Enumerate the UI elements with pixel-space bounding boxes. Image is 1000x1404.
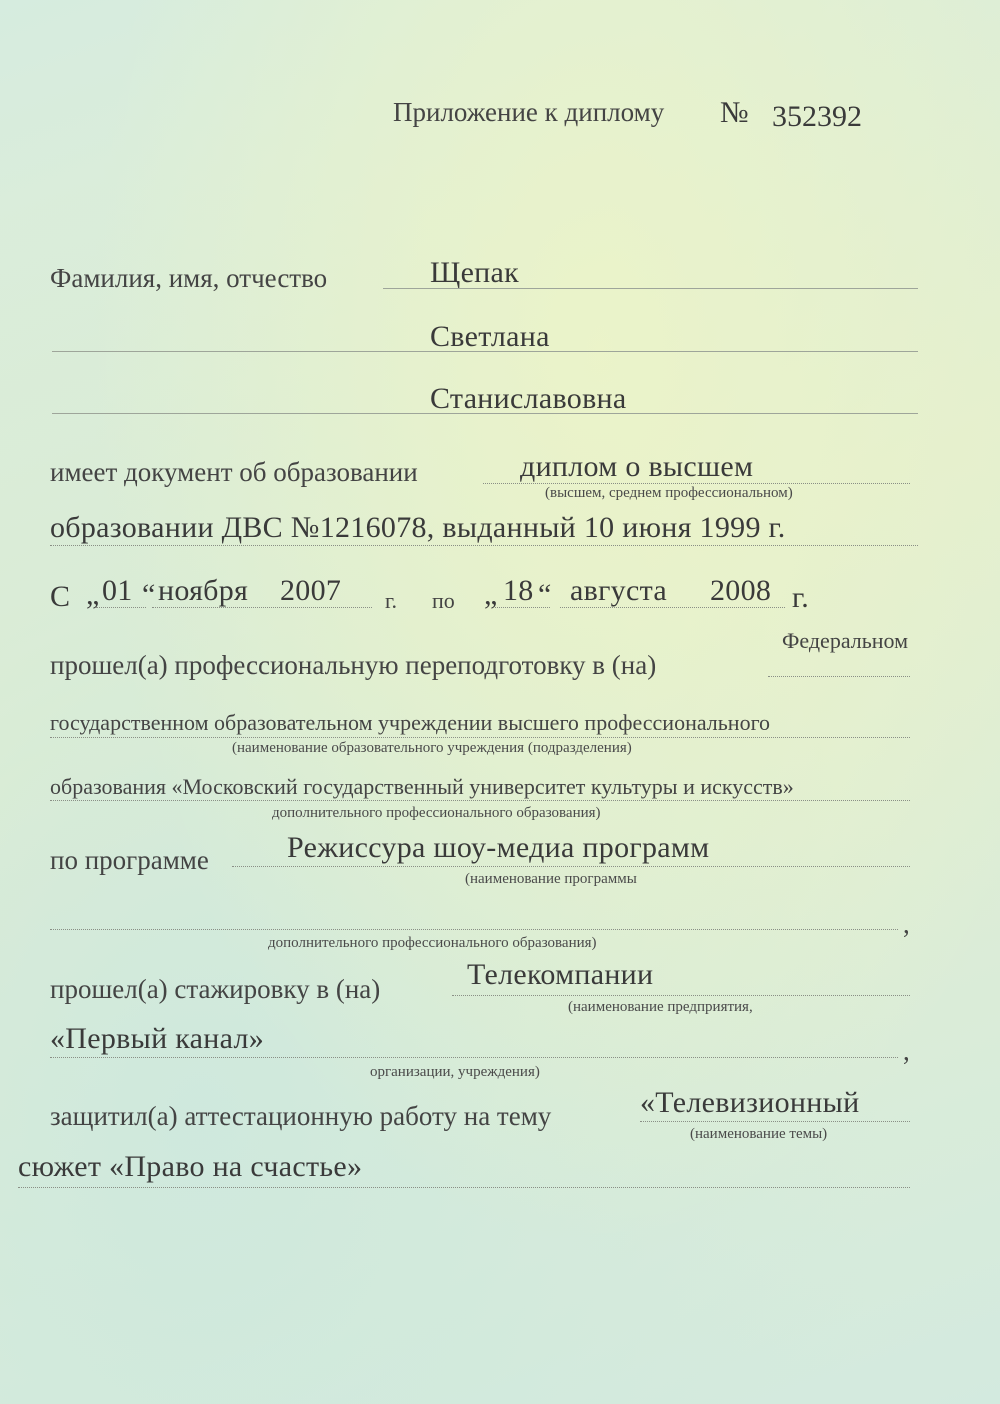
period-day-to: 18 bbox=[503, 574, 534, 607]
retraining-value-top: Федеральном bbox=[782, 628, 909, 653]
period-from-prefix: С bbox=[50, 580, 71, 613]
education-caption: (высшем, среднем профессиональном) bbox=[545, 485, 793, 501]
period-day-from: 01 bbox=[102, 574, 133, 607]
day-from-line bbox=[96, 607, 146, 608]
internship-value2: «Первый канал» bbox=[50, 1022, 265, 1055]
month-year-from-line bbox=[152, 607, 372, 608]
internship-label: прошел(а) стажировку в (на) bbox=[50, 974, 381, 1004]
education-line2 bbox=[50, 545, 918, 546]
document-title: Приложение к диплому bbox=[393, 97, 665, 127]
program-line1 bbox=[232, 866, 910, 867]
patronymic-line bbox=[52, 413, 918, 414]
program-label: по программе bbox=[50, 845, 209, 875]
program-value: Режиссура шоу-медиа программ bbox=[287, 831, 710, 864]
retraining-caption2: дополнительного профессионального образования) bbox=[272, 805, 601, 821]
period-g1: г. bbox=[385, 588, 398, 613]
patronymic-value: Станиславовна bbox=[430, 382, 627, 415]
first-name-value: Светлана bbox=[430, 320, 550, 353]
number-sign: № bbox=[720, 96, 749, 129]
first-name-line bbox=[52, 351, 918, 352]
period-month-from: ноября bbox=[158, 574, 249, 607]
period-g2: г. bbox=[792, 581, 810, 614]
period-month-to: августа bbox=[570, 574, 667, 607]
thesis-value2: сюжет «Право на счастье» bbox=[18, 1150, 363, 1183]
education-line1 bbox=[483, 483, 910, 484]
internship-comma: , bbox=[903, 1036, 910, 1066]
period-year-to: 2008 bbox=[710, 574, 772, 607]
period-quote-open-2: „ bbox=[484, 578, 498, 611]
period-quote-close-2: “ bbox=[538, 578, 552, 611]
program-caption1: (наименование программы bbox=[465, 871, 637, 887]
internship-value1: Телекомпании bbox=[467, 958, 654, 991]
program-comma: , bbox=[903, 909, 910, 939]
thesis-label: защитил(а) аттестационную работу на тему bbox=[50, 1101, 552, 1131]
internship-line1 bbox=[452, 995, 910, 996]
last-name-value: Щепак bbox=[430, 256, 520, 289]
internship-caption2: организации, учреждения) bbox=[370, 1064, 540, 1080]
period-quote-open-1: „ bbox=[86, 578, 100, 611]
thesis-caption: (наименование темы) bbox=[690, 1126, 828, 1142]
thesis-line1 bbox=[640, 1121, 910, 1122]
retraining-line3: образования «Московский государственный университет культуры и искусств» bbox=[50, 774, 794, 799]
retraining-caption1: (наименование образовательного учреждения (подразделения) bbox=[232, 740, 632, 756]
internship-line2 bbox=[50, 1057, 898, 1058]
education-value-line2: образовании ДВС №1216078, выданный 10 июня 1999 г. bbox=[50, 511, 786, 544]
retraining-line1 bbox=[768, 676, 910, 677]
internship-caption1: (наименование предприятия, bbox=[568, 999, 753, 1015]
thesis-value1: «Телевизионный bbox=[640, 1086, 860, 1119]
education-label: имеет документ об образовании bbox=[50, 457, 418, 487]
last-name-line bbox=[383, 288, 918, 289]
retraining-label: прошел(а) профессиональную переподготовку в (на) bbox=[50, 650, 657, 680]
period-to-prefix: по bbox=[432, 588, 455, 613]
month-year-to-line bbox=[560, 607, 785, 608]
retraining-line3-rule bbox=[50, 800, 910, 801]
fio-label: Фамилия, имя, отчество bbox=[50, 263, 328, 293]
education-value-line1: диплом о высшем bbox=[520, 450, 754, 483]
diploma-number: 352392 bbox=[772, 100, 862, 133]
retraining-line2: государственном образовательном учреждении высшего профессионального bbox=[50, 710, 771, 735]
retraining-line2-rule bbox=[50, 737, 910, 738]
program-line2 bbox=[50, 929, 898, 930]
thesis-line2 bbox=[18, 1187, 910, 1188]
period-year-from: 2007 bbox=[280, 574, 342, 607]
period-quote-close-1: “ bbox=[142, 578, 156, 611]
program-caption2: дополнительного профессионального образования) bbox=[268, 935, 597, 951]
